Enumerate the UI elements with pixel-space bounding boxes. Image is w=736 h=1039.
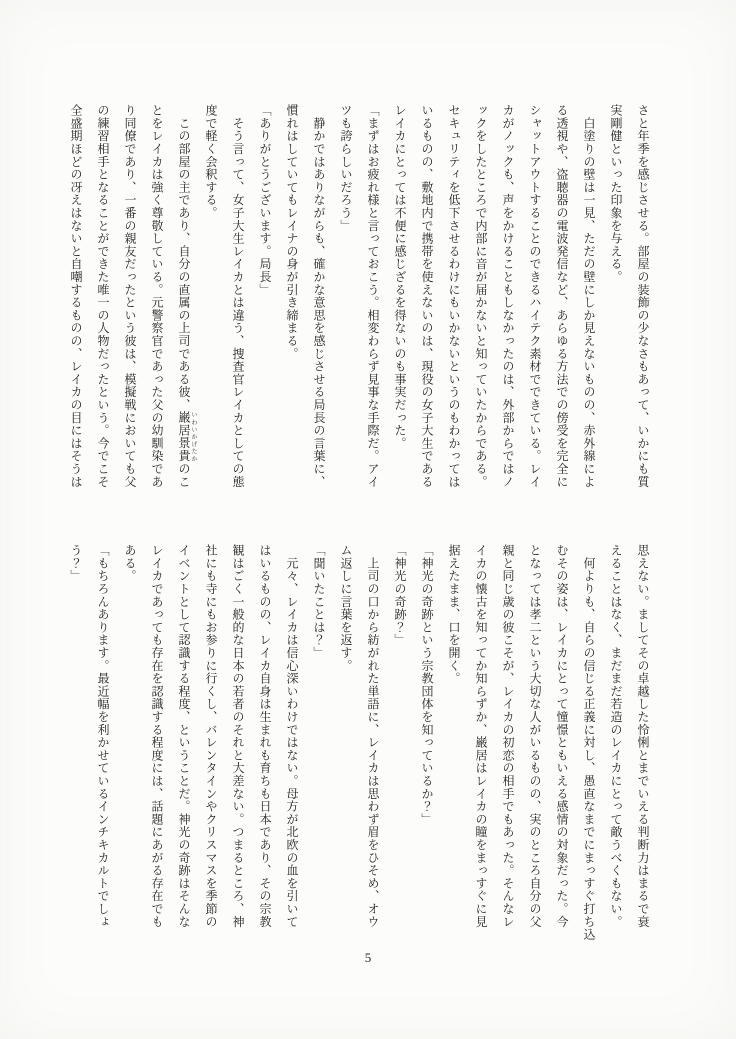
text-column: レイカにとっては不便に感じざるを得ないのも事実だった。 xyxy=(393,104,407,450)
text-column: 慣れはしていてもレイナの身が引き締まる。 xyxy=(285,104,299,360)
text-column: イカの懐古を知ってか知らずか、巌居はレイカの瞳をまっすぐに見 xyxy=(474,544,488,928)
text-column: この部屋の主であり、自分の直属の上司である彼、巌居景貴 いわいかげたかのこ xyxy=(177,104,196,489)
text-column: 上司の口から紡がれた単語に、レイカは思わず眉をひそめ、オウ xyxy=(366,544,380,928)
text-column: 実剛健といった印象を与える。 xyxy=(609,104,623,284)
text-column: さと年季を感じさせる。部屋の装飾の少なさもあって、いかにも質 xyxy=(636,104,650,488)
text-column: 静かではありながらも、確かな意思を感じさせる局長の言葉に、 xyxy=(312,104,326,488)
page-number: 5 xyxy=(364,950,372,965)
text-column: そう言って、女子大生レイカとは違う、捜査官レイカとしての態 xyxy=(231,104,245,488)
text-block-top xyxy=(62,104,656,506)
text-column: 元々、レイカは信心深いわけではない。母方が北欧の血を引いて xyxy=(285,544,299,928)
text-column: とをレイカは強く尊敬している。元警察官であった父の幼馴染であ xyxy=(150,104,164,488)
text-column: う？」 xyxy=(69,544,83,583)
text-column: はいるものの、レイカ自身は生まれも育ちも日本であり、その宗教 xyxy=(258,544,272,928)
text-column: レイカであっても存在を認識する程度には、話題にあがる存在でも xyxy=(150,544,164,928)
text-column: むその姿は、レイカにとって憧憬ともいえる感情の対象だった。今 xyxy=(555,544,569,928)
text-column: 全盛期ほどの冴えはないと自嘲するものの、レイカの目にはそうは xyxy=(69,104,83,488)
text-column: 「まずはお疲れ様と言っておこう。相変わらず見事な手際だ。アイ xyxy=(366,104,380,488)
text-column: セキュリティを低下させるわけにもいかないというのもわかっては xyxy=(447,104,461,488)
text-column: 親と同じ歳の彼こそが、レイカの初恋の相手でもあった。そんなレ xyxy=(501,544,515,928)
text-column: ム返しに言葉を返す。 xyxy=(339,544,353,672)
text-column: 「もちろんあります。最近幅を利かせているインチキカルトでしょ xyxy=(96,544,110,928)
text-column: ックをしたところで内部に音が届かないと知っていたからである。 xyxy=(474,104,488,488)
text-column: 「神光の奇跡という宗教団体を知っているか？」 xyxy=(420,544,434,826)
text-column: 「神光の奇跡？」 xyxy=(393,544,407,647)
furigana-name: 巌居景貴 いわいかげたか xyxy=(177,411,196,463)
text-column: カがノックも、声をかけることもしなかったのは、外部からではノ xyxy=(501,104,515,488)
text-column: ある。 xyxy=(123,544,137,583)
text-column: 思えない。ましてその卓越した怜悧とまでいえる判断力はまるで衰 xyxy=(636,544,650,928)
text-column: いるものの、敷地内で携帯を使えないのは、現役の女子大生である xyxy=(420,104,434,488)
text-column: の練習相手となることができた唯一の人物だったという。今でこそ xyxy=(96,104,110,488)
text-column: 観はごく一般的な日本の若者のそれと大差ない。つまるところ、神 xyxy=(231,544,245,928)
text-column: シャットアウトすることのできるハイテク素材でできている。レイ xyxy=(528,104,542,488)
text-column: ツも誇らしいだろう」 xyxy=(339,104,353,232)
text-column: えることはなく、まだまだ若造のレイカにとって敵うべくもない。 xyxy=(609,544,623,928)
text-column: 「聞いたことは？」 xyxy=(312,544,326,660)
text-column: 度で軽く会釈する。 xyxy=(204,104,218,220)
text-column: となっては孝二という大切な人がいるものの、実のところ自分の父 xyxy=(528,544,542,928)
text-column: 白塗りの壁は一見、ただの壁にしか見えないものの、赤外線によ xyxy=(582,104,596,488)
text-column: イベントとして認識する程度、ということだ。神光の奇跡はそんな xyxy=(177,544,191,928)
text-column: り同僚であり、一番の親友だったという彼は、模擬戦においても父 xyxy=(123,104,137,488)
text-column: 社にも寺にもお参りに行くし、バレンタインやクリスマスを季節の xyxy=(204,544,218,928)
text-block-bottom xyxy=(62,544,656,946)
text-column: 「ありがとうございます。局長」 xyxy=(258,104,272,296)
text-column: 据えたまま、口を開く。 xyxy=(447,544,461,685)
text-column: る透視や、盗聴器の電波発信など、あらゆる方法での傍受を完全に xyxy=(555,104,569,488)
text-column: 何よりも、自らの信じる正義に対し、愚直なまでにまっすぐ打ち込 xyxy=(582,544,596,941)
